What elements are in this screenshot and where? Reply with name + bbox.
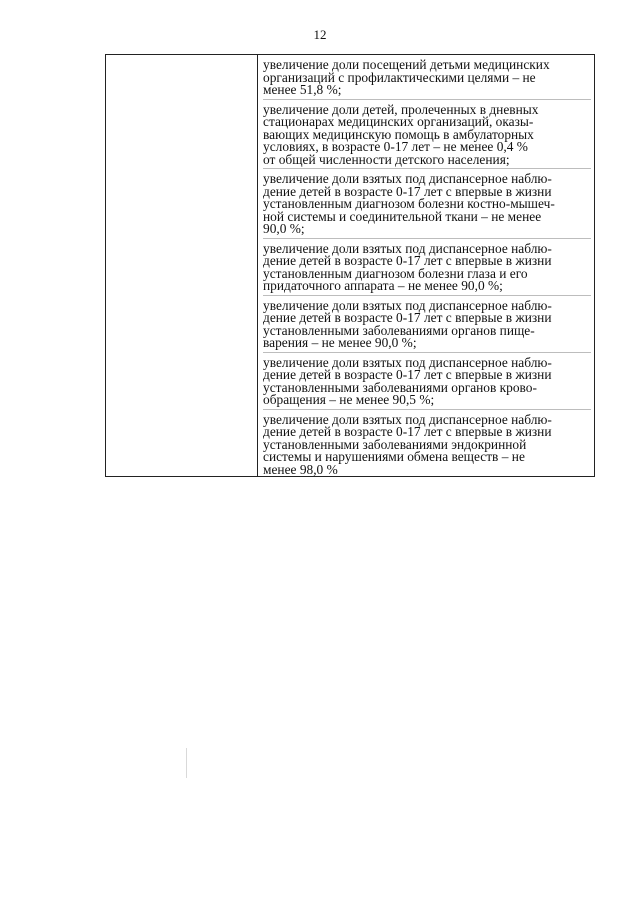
page-number: 12 [313,27,327,42]
text-line: установленным диагнозом болезни глаза и его [263,265,528,281]
text-line: увеличение доли взятых под диспансерное наблю- [263,297,552,313]
text-line: условиях, в возрасте 0-17 лет – не менее 0,4 % [263,139,528,154]
targets-cell [258,55,595,477]
target-paragraph-digestive-diseases [263,297,591,353]
text-line: системы и нарушениями обмена веществ – не [263,449,525,464]
text-line: вающих медицинскую помощь в амбулаторных [263,126,534,142]
text-line: установленными заболеваниями органов крово- [263,379,537,395]
text-line: увеличение доли детей, пролеченных в дневных [263,101,539,117]
text-line: дение детей в возрасте 0-17 лет с впервые в жизни [263,367,552,382]
text-line: дение детей в возрасте 0-17 лет с впервые в жизни [263,253,552,268]
text-line: установленным диагнозом болезни костно-мышеч- [263,196,555,211]
text-line: увеличение доли взятых под диспансерное наблю- [263,240,552,256]
text-line: увеличение доли взятых под диспансерное наблю- [263,354,552,370]
empty-left-cell [106,55,258,477]
target-paragraph-musculoskeletal [263,173,591,239]
text-line: установленными заболеваниями органов пище- [263,322,535,338]
text-line: дение детей в возрасте 0-17 лет с впервые в жизни [263,183,552,199]
text-line: дение детей в возрасте 0-17 лет с впервые в жизни [263,424,552,439]
text-line: обращения – не менее 90,5 %; [263,392,435,407]
text-line: менее 51,8 %; [263,82,342,97]
target-paragraph-children-preventive-visits [263,59,591,100]
text-line: варения – не менее 90,0 %; [263,335,417,350]
text-line: от общей численности детского населения; [263,151,510,167]
text-line: увеличение доли взятых под диспансерное наблю- [263,171,552,186]
text-line: организаций с профилактическими целями – не [263,69,536,85]
text-line: менее 98,0 % [263,461,338,477]
text-line: увеличение доли посещений детьми медицинских [263,57,550,72]
scan-artifact-line [186,748,187,778]
text-line: придаточного аппарата – не менее 90,0 %; [263,278,503,293]
text-line: установленными заболеваниями эндокринной [263,436,527,452]
target-paragraph-endocrine-diseases [263,411,591,477]
text-line: ной системы и соединительной ткани – не менее [263,208,542,224]
text-line: стационарах медицинских организаций, оказы- [263,114,534,129]
text-line: дение детей в возрасте 0-17 лет с впервые в жизни [263,310,552,325]
target-paragraph-day-hospital-treatment [263,101,591,170]
target-paragraph-circulatory-diseases [263,354,591,410]
table-row [106,55,595,477]
text-line: 90,0 %; [263,221,305,236]
target-paragraph-eye-diseases [263,240,591,296]
targets-table [105,54,595,477]
text-line: увеличение доли взятых под диспансерное наблю- [263,411,552,427]
